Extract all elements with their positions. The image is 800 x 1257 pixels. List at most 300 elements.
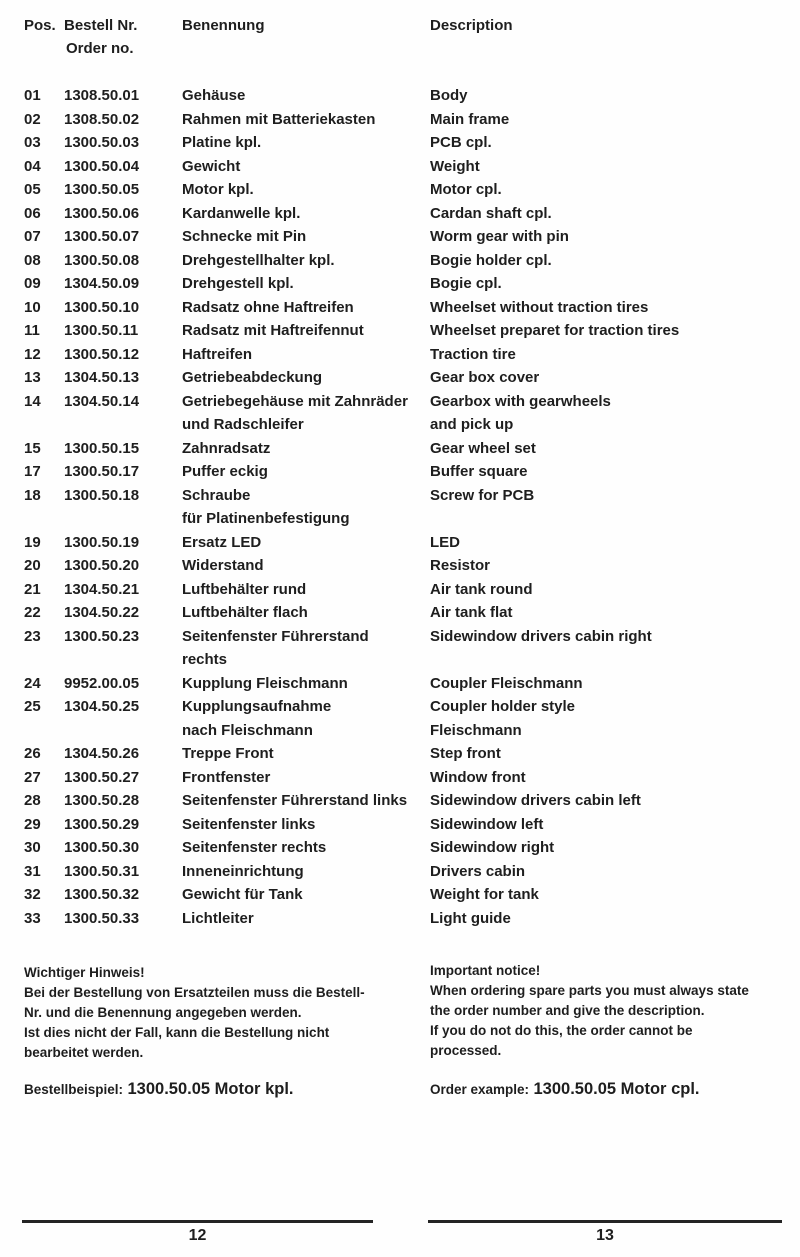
row-name-de bbox=[182, 319, 430, 343]
row-order-no bbox=[64, 460, 182, 484]
pos-value: 33 bbox=[24, 909, 41, 927]
table-row bbox=[24, 131, 794, 155]
notice-line: bearbeitet werden. bbox=[24, 1045, 144, 1060]
table-row bbox=[24, 272, 794, 296]
description-en-line: Air tank round bbox=[430, 580, 533, 598]
table-row bbox=[24, 249, 794, 273]
header-name-label: Benennung bbox=[182, 17, 265, 34]
row-name-de bbox=[182, 84, 430, 108]
row-name-de bbox=[182, 789, 430, 813]
pos-value: 28 bbox=[24, 792, 41, 809]
table-row bbox=[24, 883, 794, 907]
row-description-en bbox=[430, 554, 790, 578]
row-pos bbox=[24, 625, 64, 672]
row-description-en bbox=[430, 296, 790, 320]
header-description bbox=[430, 14, 790, 60]
header-pos bbox=[24, 14, 64, 60]
header-name bbox=[182, 14, 430, 60]
description-en-line: Wheelset preparet for traction tires bbox=[430, 322, 680, 339]
notice-line: processed. bbox=[430, 1043, 502, 1058]
description-en-line: Bogie cpl. bbox=[430, 275, 502, 292]
row-description-en bbox=[430, 625, 790, 672]
description-en-line: Drivers cabin bbox=[430, 862, 526, 880]
row-order-no bbox=[64, 366, 182, 390]
row-name-de bbox=[182, 883, 430, 907]
row-description-en bbox=[430, 108, 790, 132]
row-description-en bbox=[430, 789, 790, 813]
row-order-no bbox=[64, 272, 182, 296]
row-order-no bbox=[64, 554, 182, 578]
notice-line: the order number and give the description. bbox=[430, 1003, 705, 1018]
description-en-line: Motor cpl. bbox=[430, 181, 502, 198]
row-pos bbox=[24, 742, 64, 766]
row-description-en bbox=[430, 695, 790, 742]
name-de-line: für Platinenbefestigung bbox=[182, 510, 350, 527]
row-pos bbox=[24, 813, 64, 837]
row-name-de bbox=[182, 625, 430, 672]
order-no-value: 1300.50.07 bbox=[64, 228, 140, 245]
row-order-no bbox=[64, 742, 182, 766]
row-pos bbox=[24, 319, 64, 343]
pos-value: 26 bbox=[24, 745, 41, 762]
name-de-line: Motor kpl. bbox=[182, 181, 254, 198]
order-no-value: 1300.50.17 bbox=[64, 463, 140, 480]
row-description-en bbox=[430, 836, 790, 860]
row-pos bbox=[24, 883, 64, 907]
row-name-de bbox=[182, 296, 430, 320]
row-order-no bbox=[64, 84, 182, 108]
pos-value: 19 bbox=[24, 533, 41, 551]
order-no-value: 1300.50.03 bbox=[64, 134, 140, 151]
pos-value: 29 bbox=[24, 815, 41, 833]
table-row bbox=[24, 343, 794, 367]
row-order-no bbox=[64, 813, 182, 837]
description-en-line: Worm gear with pin bbox=[430, 228, 569, 245]
row-order-no bbox=[64, 343, 182, 367]
order-no-value: 1300.50.05 bbox=[64, 181, 140, 198]
order-no-value: 1300.50.15 bbox=[64, 439, 140, 457]
row-pos bbox=[24, 907, 64, 931]
row-description-en bbox=[430, 437, 790, 461]
header-description-label: Description bbox=[430, 17, 513, 34]
pos-value: 12 bbox=[24, 345, 41, 363]
table-header bbox=[24, 14, 790, 60]
row-order-no bbox=[64, 319, 182, 343]
row-name-de bbox=[182, 272, 430, 296]
notice-english-body bbox=[430, 981, 749, 1061]
row-description-en bbox=[430, 460, 790, 484]
row-pos bbox=[24, 366, 64, 390]
order-no-value: 1304.50.25 bbox=[64, 698, 140, 715]
table-row bbox=[24, 202, 794, 226]
name-de-line: Rahmen mit Batteriekasten bbox=[182, 110, 376, 128]
name-de-line: Ersatz LED bbox=[182, 533, 262, 551]
description-en-line: Buffer square bbox=[430, 463, 528, 480]
description-en-line: Air tank flat bbox=[430, 604, 513, 621]
table-row bbox=[24, 225, 794, 249]
pos-value: 14 bbox=[24, 392, 41, 410]
description-en-line: Step front bbox=[430, 745, 501, 762]
table-row bbox=[24, 907, 794, 931]
row-description-en bbox=[430, 178, 790, 202]
notice-line: When ordering spare parts you must always state bbox=[430, 983, 749, 998]
pos-value: 30 bbox=[24, 839, 41, 856]
row-order-no bbox=[64, 578, 182, 602]
table-row bbox=[24, 84, 794, 108]
order-no-value: 1304.50.21 bbox=[64, 580, 140, 598]
row-description-en bbox=[430, 766, 790, 790]
order-no-value: 1300.50.19 bbox=[64, 533, 140, 551]
description-en-line: Light guide bbox=[430, 909, 511, 927]
row-name-de bbox=[182, 155, 430, 179]
table-row bbox=[24, 178, 794, 202]
row-pos bbox=[24, 296, 64, 320]
order-no-value: 1300.50.18 bbox=[64, 486, 140, 504]
row-pos bbox=[24, 202, 64, 226]
row-pos bbox=[24, 343, 64, 367]
description-en-line: Window front bbox=[430, 768, 526, 786]
order-no-value: 1300.50.12 bbox=[64, 345, 140, 363]
row-pos bbox=[24, 178, 64, 202]
description-en-line: Fleischmann bbox=[430, 721, 522, 739]
row-description-en bbox=[430, 578, 790, 602]
notice-english bbox=[430, 961, 749, 1061]
table-row bbox=[24, 437, 794, 461]
row-pos bbox=[24, 484, 64, 531]
row-description-en bbox=[430, 319, 790, 343]
order-no-value: 1304.50.22 bbox=[64, 604, 140, 621]
pos-value: 03 bbox=[24, 134, 41, 151]
row-pos bbox=[24, 836, 64, 860]
row-pos bbox=[24, 460, 64, 484]
notice-german-title: Wichtiger Hinweis! bbox=[24, 965, 145, 980]
pos-value: 11 bbox=[24, 322, 40, 339]
order-no-value: 1300.50.10 bbox=[64, 298, 140, 316]
row-description-en bbox=[430, 272, 790, 296]
row-name-de bbox=[182, 460, 430, 484]
row-description-en bbox=[430, 390, 790, 437]
order-no-value: 1300.50.27 bbox=[64, 768, 140, 786]
row-pos bbox=[24, 601, 64, 625]
row-order-no bbox=[64, 202, 182, 226]
row-order-no bbox=[64, 789, 182, 813]
pos-value: 01 bbox=[24, 87, 41, 104]
header-order-label-en: Order no. bbox=[66, 40, 134, 57]
row-order-no bbox=[64, 108, 182, 132]
row-name-de bbox=[182, 601, 430, 625]
name-de-line: Drehgestell kpl. bbox=[182, 275, 294, 292]
pos-value: 23 bbox=[24, 627, 41, 645]
order-no-value: 1300.50.30 bbox=[64, 839, 140, 856]
pos-value: 21 bbox=[24, 580, 41, 598]
table-row bbox=[24, 366, 794, 390]
pos-value: 20 bbox=[24, 557, 41, 574]
row-name-de bbox=[182, 484, 430, 531]
row-description-en bbox=[430, 343, 790, 367]
pos-value: 15 bbox=[24, 439, 41, 457]
header-pos-label: Pos. bbox=[24, 17, 56, 34]
row-pos bbox=[24, 695, 64, 742]
row-order-no bbox=[64, 390, 182, 437]
row-order-no bbox=[64, 249, 182, 273]
row-name-de bbox=[182, 202, 430, 226]
row-order-no bbox=[64, 672, 182, 696]
row-pos bbox=[24, 131, 64, 155]
pos-value: 17 bbox=[24, 463, 41, 480]
table-row bbox=[24, 601, 794, 625]
name-de-line: Kupplung Fleischmann bbox=[182, 674, 348, 692]
row-pos bbox=[24, 437, 64, 461]
name-de-line: Schraube bbox=[182, 486, 251, 504]
row-name-de bbox=[182, 178, 430, 202]
order-example-english bbox=[430, 1080, 700, 1099]
name-de-line: nach Fleischmann bbox=[182, 721, 313, 739]
name-de-line: Seitenfenster Führerstand bbox=[182, 627, 369, 645]
row-order-no bbox=[64, 178, 182, 202]
order-no-value: 1300.50.31 bbox=[64, 862, 140, 880]
description-en-line: Bogie holder cpl. bbox=[430, 251, 552, 269]
row-pos bbox=[24, 578, 64, 602]
row-pos bbox=[24, 84, 64, 108]
row-description-en bbox=[430, 601, 790, 625]
description-en-line: Sidewindow drivers cabin right bbox=[430, 627, 652, 645]
row-name-de bbox=[182, 578, 430, 602]
description-en-line: Gear wheel set bbox=[430, 439, 536, 457]
pos-value: 18 bbox=[24, 486, 41, 504]
row-name-de bbox=[182, 672, 430, 696]
row-order-no bbox=[64, 907, 182, 931]
description-en-line: Main frame bbox=[430, 110, 510, 128]
row-name-de bbox=[182, 131, 430, 155]
name-de-line: Frontfenster bbox=[182, 768, 271, 786]
row-description-en bbox=[430, 484, 790, 531]
description-en-line: Gear box cover bbox=[430, 369, 540, 386]
row-description-en bbox=[430, 860, 790, 884]
pos-value: 05 bbox=[24, 181, 41, 198]
row-pos bbox=[24, 554, 64, 578]
pos-value: 13 bbox=[24, 369, 41, 386]
table-row bbox=[24, 531, 794, 555]
row-pos bbox=[24, 249, 64, 273]
row-description-en bbox=[430, 531, 790, 555]
table-row bbox=[24, 390, 794, 437]
row-description-en bbox=[430, 155, 790, 179]
row-name-de bbox=[182, 554, 430, 578]
table-row bbox=[24, 766, 794, 790]
pos-value: 31 bbox=[24, 862, 41, 880]
name-de-line: Platine kpl. bbox=[182, 134, 262, 151]
header-order-no bbox=[64, 14, 182, 60]
description-en-line: PCB cpl. bbox=[430, 134, 492, 151]
description-en-line: Resistor bbox=[430, 557, 491, 574]
order-no-value: 1300.50.33 bbox=[64, 909, 140, 927]
order-example-german-label: Bestellbeispiel: bbox=[24, 1082, 124, 1097]
row-pos bbox=[24, 789, 64, 813]
description-en-line: Weight bbox=[430, 157, 480, 175]
pos-value: 25 bbox=[24, 698, 41, 715]
description-en-line: Wheelset without traction tires bbox=[430, 298, 649, 316]
name-de-line: Kupplungsaufnahme bbox=[182, 698, 332, 715]
name-de-line: Getriebeabdeckung bbox=[182, 369, 323, 386]
name-de-line: Gewicht für Tank bbox=[182, 886, 303, 903]
page-number-left: 12 bbox=[188, 1227, 207, 1244]
table-row bbox=[24, 625, 794, 672]
pos-value: 24 bbox=[24, 674, 41, 692]
row-pos bbox=[24, 672, 64, 696]
row-description-en bbox=[430, 249, 790, 273]
name-de-line: Luftbehälter flach bbox=[182, 604, 308, 621]
row-order-no bbox=[64, 601, 182, 625]
notice-line: If you do not do this, the order cannot be bbox=[430, 1023, 693, 1038]
order-no-value: 1300.50.06 bbox=[64, 204, 140, 222]
name-de-line: Seitenfenster Führerstand links bbox=[182, 792, 408, 809]
name-de-line: Radsatz mit Haftreifennut bbox=[182, 322, 364, 339]
footer-rule-left bbox=[22, 1220, 373, 1223]
row-name-de bbox=[182, 813, 430, 837]
order-no-value: 1304.50.14 bbox=[64, 392, 140, 410]
order-example-german-value: 1300.50.05 Motor kpl. bbox=[127, 1080, 294, 1098]
row-description-en bbox=[430, 84, 790, 108]
name-de-line: Gehäuse bbox=[182, 87, 246, 104]
row-pos bbox=[24, 390, 64, 437]
description-en-line: Cardan shaft cpl. bbox=[430, 204, 552, 222]
order-no-value: 1304.50.26 bbox=[64, 745, 140, 762]
row-order-no bbox=[64, 531, 182, 555]
row-order-no bbox=[64, 225, 182, 249]
pos-value: 06 bbox=[24, 204, 41, 222]
name-de-line: Haftreifen bbox=[182, 345, 253, 363]
row-description-en bbox=[430, 907, 790, 931]
name-de-line: Puffer eckig bbox=[182, 463, 268, 480]
row-name-de bbox=[182, 907, 430, 931]
name-de-line: Kardanwelle kpl. bbox=[182, 204, 301, 222]
row-order-no bbox=[64, 155, 182, 179]
row-order-no bbox=[64, 625, 182, 672]
name-de-line: Treppe Front bbox=[182, 745, 274, 762]
row-description-en bbox=[430, 131, 790, 155]
table-row bbox=[24, 460, 794, 484]
name-de-line: Zahnradsatz bbox=[182, 439, 271, 457]
pos-value: 27 bbox=[24, 768, 41, 786]
pos-value: 02 bbox=[24, 110, 41, 128]
description-en-line: Coupler holder style bbox=[430, 698, 576, 715]
notice-german bbox=[24, 963, 365, 1063]
row-name-de bbox=[182, 766, 430, 790]
row-name-de bbox=[182, 225, 430, 249]
table-row bbox=[24, 319, 794, 343]
name-de-line: Seitenfenster links bbox=[182, 815, 316, 833]
table-row bbox=[24, 578, 794, 602]
name-de-line: Lichtleiter bbox=[182, 909, 254, 927]
row-name-de bbox=[182, 249, 430, 273]
order-no-value: 1300.50.32 bbox=[64, 886, 140, 903]
row-order-no bbox=[64, 766, 182, 790]
table-row bbox=[24, 813, 794, 837]
table-row bbox=[24, 836, 794, 860]
row-name-de bbox=[182, 366, 430, 390]
description-en-line: Sidewindow drivers cabin left bbox=[430, 792, 641, 809]
description-en-line: Screw for PCB bbox=[430, 486, 535, 504]
notice-line: Ist dies nicht der Fall, kann die Bestellung nicht bbox=[24, 1025, 330, 1040]
row-order-no bbox=[64, 883, 182, 907]
row-description-en bbox=[430, 672, 790, 696]
row-pos bbox=[24, 155, 64, 179]
row-name-de bbox=[182, 742, 430, 766]
description-en-line: Sidewindow left bbox=[430, 815, 544, 833]
description-en-line: Body bbox=[430, 87, 468, 104]
footer-rule-right bbox=[428, 1220, 782, 1223]
order-example-german bbox=[24, 1080, 294, 1099]
row-name-de bbox=[182, 860, 430, 884]
row-name-de bbox=[182, 531, 430, 555]
row-description-en bbox=[430, 202, 790, 226]
row-order-no bbox=[64, 484, 182, 531]
order-example-english-value: 1300.50.05 Motor cpl. bbox=[533, 1080, 700, 1098]
row-order-no bbox=[64, 437, 182, 461]
pos-value: 10 bbox=[24, 298, 41, 316]
row-name-de bbox=[182, 343, 430, 367]
description-en-line: Gearbox with gearwheels bbox=[430, 392, 611, 410]
row-name-de bbox=[182, 108, 430, 132]
row-name-de bbox=[182, 695, 430, 742]
table-row bbox=[24, 484, 794, 531]
row-pos bbox=[24, 225, 64, 249]
row-order-no bbox=[64, 695, 182, 742]
description-en-line: LED bbox=[430, 533, 460, 551]
row-order-no bbox=[64, 860, 182, 884]
table-row bbox=[24, 672, 794, 696]
row-description-en bbox=[430, 813, 790, 837]
row-pos bbox=[24, 766, 64, 790]
name-de-line: Widerstand bbox=[182, 557, 264, 574]
row-description-en bbox=[430, 742, 790, 766]
name-de-line: Gewicht bbox=[182, 157, 241, 175]
name-de-line: Luftbehälter rund bbox=[182, 580, 307, 598]
order-no-value: 1300.50.28 bbox=[64, 792, 140, 809]
order-example-english-label: Order example: bbox=[430, 1082, 530, 1097]
table-row bbox=[24, 860, 794, 884]
pos-value: 22 bbox=[24, 604, 41, 621]
description-en-line: Weight for tank bbox=[430, 886, 539, 903]
table-row bbox=[24, 789, 794, 813]
order-no-value: 1300.50.04 bbox=[64, 157, 140, 175]
row-name-de bbox=[182, 836, 430, 860]
row-pos bbox=[24, 531, 64, 555]
order-no-value: 1308.50.02 bbox=[64, 110, 140, 128]
table-row bbox=[24, 554, 794, 578]
header-order-label-de: Bestell Nr. bbox=[64, 17, 138, 34]
row-name-de bbox=[182, 390, 430, 437]
description-en-line: and pick up bbox=[430, 416, 514, 433]
order-no-value: 9952.00.05 bbox=[64, 674, 140, 692]
row-pos bbox=[24, 860, 64, 884]
table-row bbox=[24, 296, 794, 320]
order-no-value: 1300.50.23 bbox=[64, 627, 140, 645]
order-no-value: 1300.50.29 bbox=[64, 815, 140, 833]
order-no-value: 1304.50.09 bbox=[64, 275, 140, 292]
name-de-line: Drehgestellhalter kpl. bbox=[182, 251, 335, 269]
row-description-en bbox=[430, 225, 790, 249]
row-description-en bbox=[430, 366, 790, 390]
name-de-line: Radsatz ohne Haftreifen bbox=[182, 298, 354, 316]
row-pos bbox=[24, 108, 64, 132]
order-no-value: 1300.50.08 bbox=[64, 251, 140, 269]
order-no-value: 1300.50.11 bbox=[64, 322, 139, 339]
name-de-line: Seitenfenster rechts bbox=[182, 839, 327, 856]
pos-value: 08 bbox=[24, 251, 41, 269]
order-no-value: 1304.50.13 bbox=[64, 369, 140, 386]
row-order-no bbox=[64, 836, 182, 860]
